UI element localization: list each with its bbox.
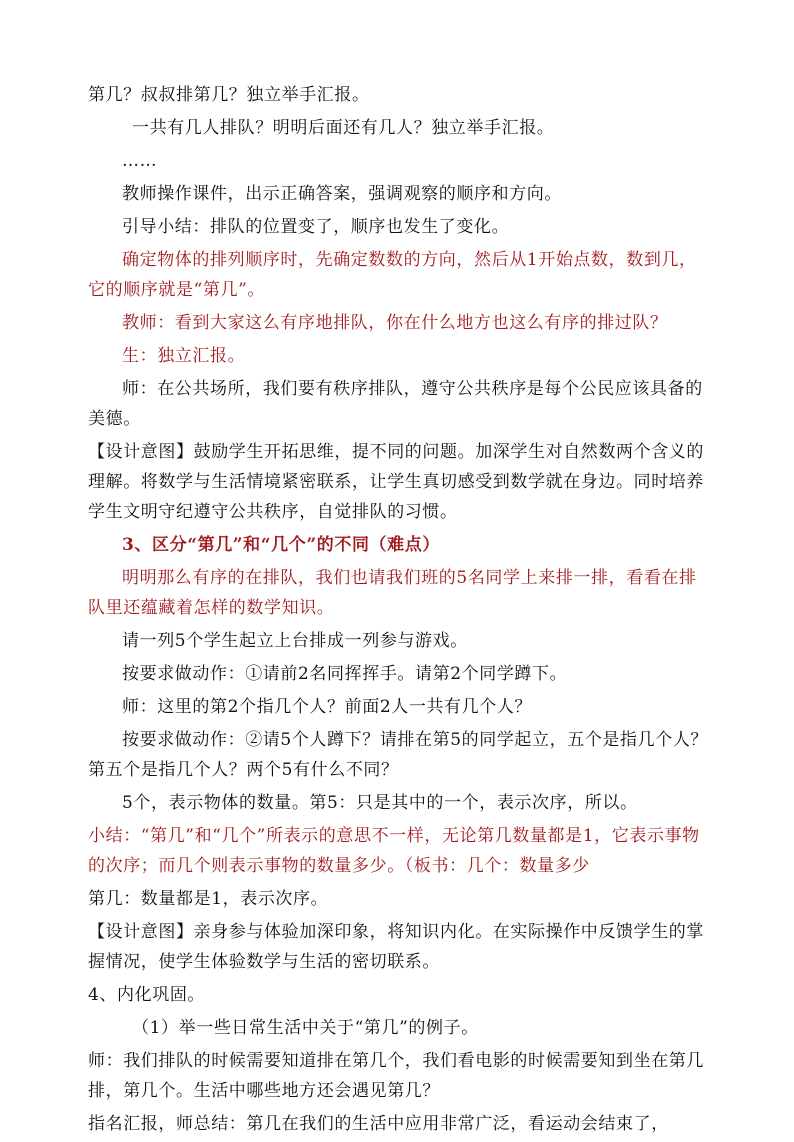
paragraph-23: 师：我们排队的时候需要知道排在第几个，我们看电影的时候需要知到坐在第几排，第几个。生活中哪些地方还会遇见第几？ [88, 1051, 704, 1101]
paragraph-18-summary: 小结：“第几”和“几个”所表示的意思不一样，无论第几数量都是1，它表示事物的次序；而几个则表示事物的数量多少。（板书：几个：数量多少 [88, 826, 700, 876]
paragraph-14: 按要求做动作：①请前2名同挥挥手。请第2个同学蹲下。 [122, 664, 568, 684]
paragraph-9: 师：在公共场所，我们要有秩序排队，遵守公共秩序是每个公民应该具备的美德。 [88, 379, 703, 429]
paragraph-6-highlight: 确定物体的排列顺序时，先确定数数的方向，然后从1开始点数，数到几，它的顺序就是“第几”。 [88, 250, 697, 300]
paragraph-3-ellipsis: …… [122, 151, 158, 171]
paragraph-5: 引导小结：排队的位置变了，顺序也发生了变化。 [122, 217, 510, 237]
paragraph-2: 一共有几人排队？明明后面还有几人？独立举手汇报。 [132, 118, 555, 138]
paragraph-16: 按要求做动作：②请5个人蹲下？请排在第5的同学起立，五个是指几个人？第五个是指几个人？两个5有什么不同？ [88, 730, 709, 780]
paragraph-10-design-intent: 【设计意图】鼓励学生开拓思维，提不同的问题。加深学生对自然数两个含义的理解。将数学与生活情境紧密联系，让学生真切感受到数学就在身边。同时培养学生文明守纪遵守公共秩序，自觉排队的习惯。 [88, 442, 704, 522]
paragraph-19: 第几：数量都是1，表示次序。 [88, 889, 329, 909]
paragraph-15: 师：这里的第2个指几个人？前面2人一共有几个人？ [122, 697, 533, 717]
paragraph-11-section-heading: 3、区分“第几”和“几个”的不同（难点） [122, 535, 440, 555]
paragraph-22: （1）举一些日常生活中关于“第几”的例子。 [132, 1018, 479, 1038]
paragraph-7-teacher: 教师：看到大家这么有序地排队，你在什么地方也这么有序的排过队？ [122, 313, 668, 333]
paragraph-12: 明明那么有序的在排队，我们也请我们班的5名同学上来排一排，看看在排队里还蕴藏着怎样的数学知识。 [88, 568, 697, 618]
paragraph-20-design-intent: 【设计意图】亲身参与体验加深印象，将知识内化。在实际操作中反馈学生的掌握情况，使学生体验数学与生活的密切联系。 [88, 922, 704, 972]
paragraph-4: 教师操作课件，出示正确答案，强调观察的顺序和方向。 [122, 184, 562, 204]
paragraph-24: 指名汇报，师总结：第几在我们的生活中应用非常广泛，看运动会结束了， [88, 1114, 669, 1134]
document-page [88, 80, 712, 1142]
paragraph-8-student: 生：独立汇报。 [122, 346, 246, 366]
paragraph-13: 请一列5个学生起立上台排成一列参与游戏。 [122, 631, 468, 651]
paragraph-1: 第几？叔叔排第几？独立举手汇报。 [88, 85, 370, 105]
paragraph-17: 5个，表示物体的数量。第5：只是其中的一个，表示次序，所以。 [122, 793, 638, 813]
paragraph-21-section-heading: 4、内化巩固。 [88, 985, 206, 1005]
